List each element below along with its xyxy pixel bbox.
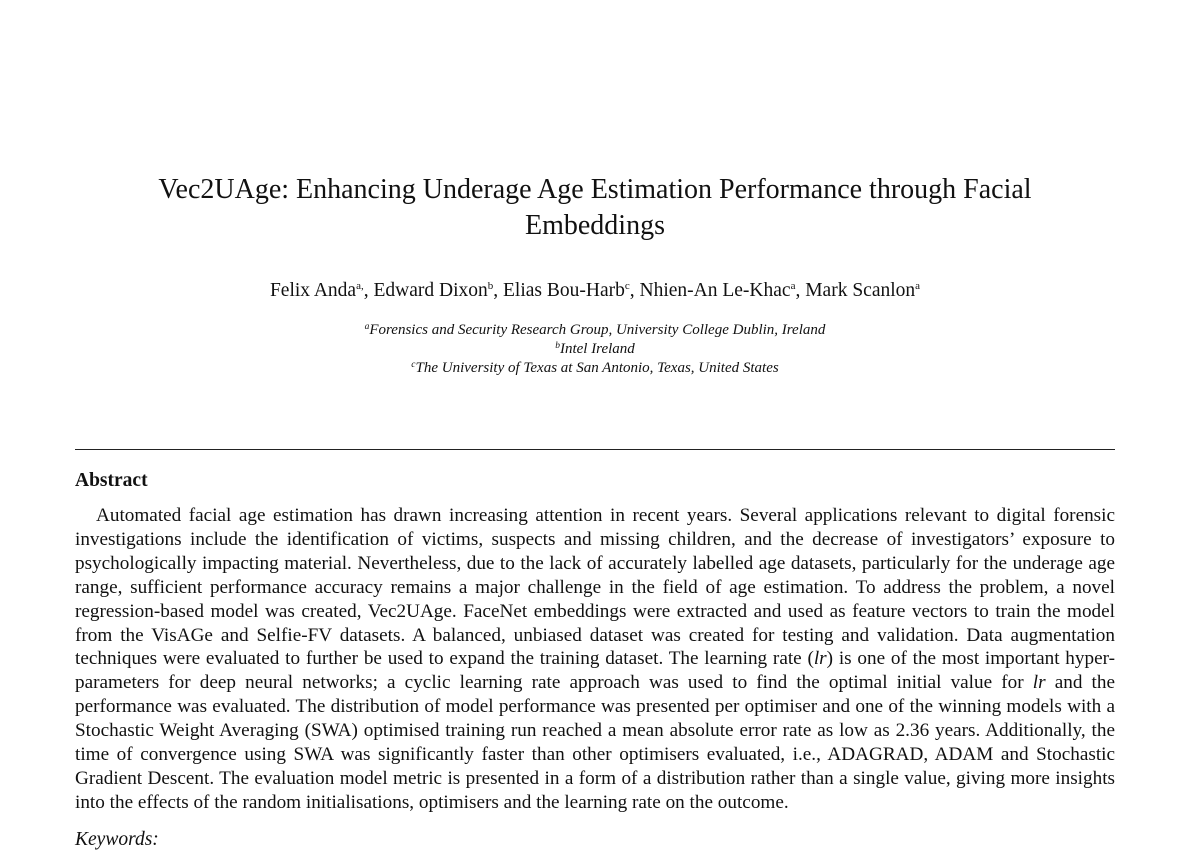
abstract-text-part-2: ) is one of the most important hyper-parameters for deep neural networks; a cyclic learning rate approach was used to find the optimal initial value for xyxy=(75,648,1115,694)
author-name: Nhien-An Le-Khac xyxy=(639,280,791,301)
author-name: Mark Scanlon xyxy=(805,280,916,301)
author-affiliation-mark: a xyxy=(915,280,921,292)
abstract-heading: Abstract xyxy=(75,470,148,491)
author-separator: , xyxy=(629,280,640,301)
author-entry xyxy=(270,280,374,301)
horizontal-rule xyxy=(75,449,1115,450)
author-list xyxy=(75,278,1115,304)
author-name: Edward Dixon xyxy=(373,280,488,301)
author-entry xyxy=(373,280,503,301)
paper-title-line-1: Vec2UAge: Enhancing Underage Age Estimation Performance through Facial xyxy=(158,174,1032,205)
author-affiliation-mark: a xyxy=(790,280,796,292)
author-entry xyxy=(805,280,920,301)
author-affiliation-mark: b xyxy=(487,280,494,292)
author-separator: , xyxy=(795,280,806,301)
author-name: Elias Bou-Harb xyxy=(503,280,625,301)
affiliation-line xyxy=(75,321,1115,340)
affiliation-line xyxy=(75,359,1115,378)
keywords-label: Keywords: xyxy=(75,829,159,850)
abstract-text-part-1: Automated facial age estimation has drawn increasing attention in recent years. Several applications relevant to digital forensic investigations include the identification of victims, suspects and missing children, and the decrease of investigators’ exposure to psychologically impacting material. Nevertheless, due to the lack of accurately labelled age datasets, particularly for the underage age range, sufficient performance accuracy remains a major challenge in the field of age estimation. To address the problem, a novel regression-based model was created, Vec2UAge. FaceNet embeddings were extracted and used as feature vectors to train the model from the VisAGe and Selfie-FV datasets. A balanced, unbiased dataset was created for testing and validation. Data augmentation techniques were evaluated to further be used to expand the training dataset. The learning rate ( xyxy=(75,505,1115,670)
author-affiliation-mark: c xyxy=(624,280,630,292)
affiliation-text: The University of Texas at San Antonio, Texas, United States xyxy=(415,360,779,376)
affiliation-list xyxy=(75,321,1115,378)
author-separator: , xyxy=(363,280,374,301)
abstract-text-part-3: and the performance was evaluated. The distribution of model performance was presented per optimiser and one of the winning models with a Stochastic Weight Averaging (SWA) optimised training run reached a mean absolute error rate as low as 2.36 years. Additionally, the time of convergence using SWA was significantly faster than other optimisers evaluated, i.e., ADAGRAD, ADAM and Stochastic Gradient Descent. The evaluation model metric is presented in a form of a distribution rather than a single value, giving more insights into the effects of the random initialisations, optimisers and the learning rate on the outcome. xyxy=(75,672,1115,813)
learning-rate-symbol: lr xyxy=(1032,672,1046,694)
author-name: Felix Anda xyxy=(269,280,357,301)
affiliation-mark: c xyxy=(411,360,416,370)
learning-rate-symbol: lr xyxy=(813,648,827,670)
affiliation-text: Forensics and Security Research Group, University College Dublin, Ireland xyxy=(369,322,826,338)
author-affiliation-mark: a, xyxy=(356,280,364,292)
paper-title-line-2: Embeddings xyxy=(525,210,665,241)
author-separator: , xyxy=(493,280,503,301)
affiliation-mark: a xyxy=(364,322,370,332)
author-entry xyxy=(503,280,640,301)
author-entry xyxy=(640,280,806,301)
affiliation-text: Intel Ireland xyxy=(559,341,635,357)
paper-title xyxy=(75,172,1115,244)
abstract-body xyxy=(75,504,1115,815)
affiliation-line xyxy=(75,340,1115,359)
affiliation-mark: b xyxy=(555,341,560,351)
